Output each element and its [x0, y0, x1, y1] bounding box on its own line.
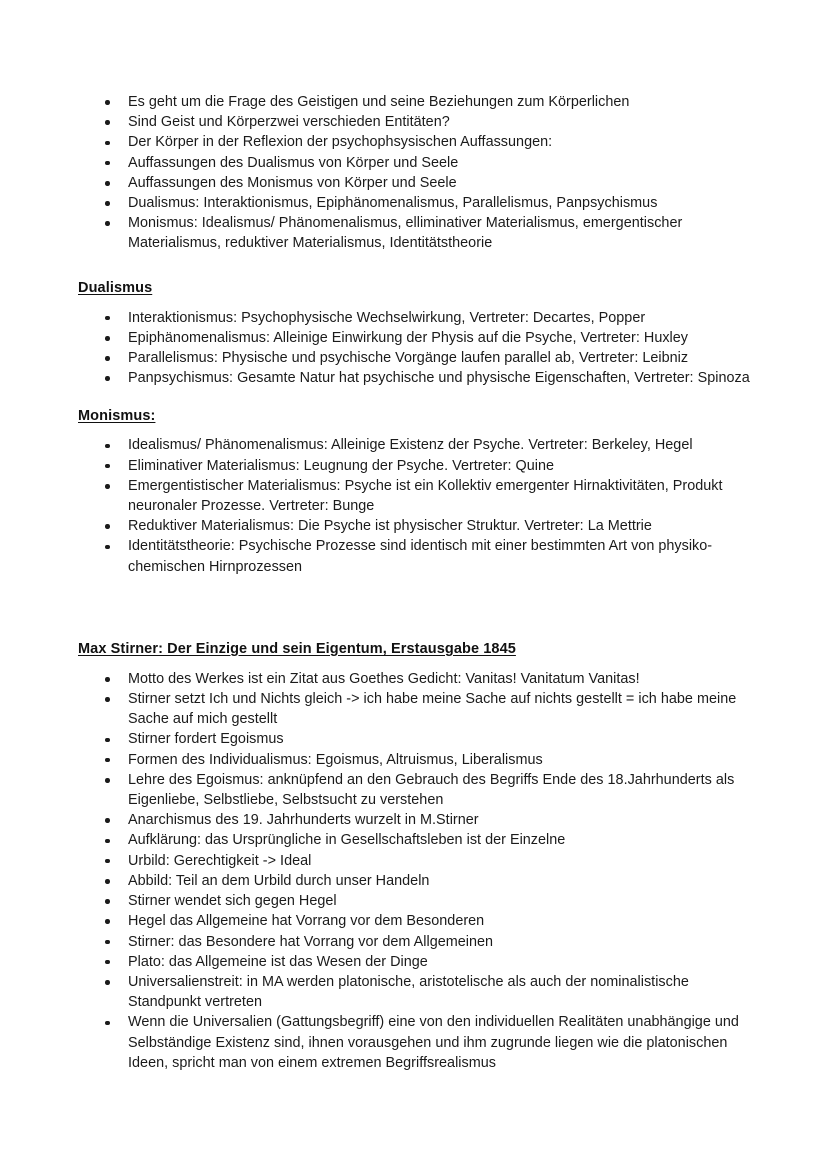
list-item [78, 213, 750, 253]
list-item [78, 173, 750, 193]
list-item [78, 153, 750, 173]
bullet-text: Universalienstreit: in MA werden platonische, aristotelische als auch der nominalistische Standpunkt vertreten [128, 973, 689, 1011]
list-item [78, 689, 750, 729]
list-item [78, 891, 750, 911]
dualismus-heading-block [78, 278, 750, 298]
bullet-text: Panpsychismus: Gesamte Natur hat psychische und physische Eigenschaften, Vertreter: Spinoza [128, 370, 750, 387]
section-heading-monismus: Monismus: [78, 408, 156, 425]
monismus-heading-block [78, 406, 750, 426]
list-item [78, 193, 750, 213]
dualismus-bullet-list [78, 308, 750, 389]
bullet-text: Auffassungen des Dualismus von Körper und Seele [128, 154, 459, 171]
list-item [78, 368, 750, 388]
bullet-text: Interaktionismus: Psychophysische Wechselwirkung, Vertreter: Decartes, Popper [128, 309, 646, 326]
bullet-text: Monismus: Idealismus/ Phänomenalismus, elliminativer Materialismus, emergentischer Materialismus, reduktiver Materialismus, Identitätstheorie [128, 215, 683, 252]
bullet-text: Plato: das Allgemeine ist das Wesen der Dinge [128, 953, 428, 970]
bullet-text: Sind Geist und Körperzwei verschieden Entitäten? [128, 114, 450, 131]
list-item [78, 871, 750, 891]
list-item [78, 830, 750, 850]
bullet-text: Abbild: Teil an dem Urbild durch unser Handeln [128, 872, 430, 889]
list-item [78, 348, 750, 368]
bullet-text: Parallelismus: Physische und psychische Vorgänge laufen parallel ab, Vertreter: Leibniz [128, 350, 689, 367]
list-item [78, 851, 750, 871]
bullet-text: Stirner: das Besondere hat Vorrang vor dem Allgemeinen [128, 933, 494, 950]
bullet-text: Stirner fordert Egoismus [128, 731, 284, 748]
bullet-text: Stirner setzt Ich und Nichts gleich -> ich habe meine Sache auf nichts gestellt = ich habe meine Sache auf mich gestellt [128, 691, 737, 728]
section-intro [78, 92, 750, 254]
bullet-text: Aufklärung: das Ursprüngliche in Gesellschaftsleben ist der Einzelne [128, 832, 566, 849]
list-item [78, 476, 750, 516]
bullet-text: Anarchismus des 19. Jahrhunderts wurzelt in M.Stirner [128, 812, 479, 829]
bullet-text: Reduktiver Materialismus: Die Psyche ist physischer Struktur. Vertreter: La Mettrie [128, 518, 652, 535]
bullet-text: Formen des Individualismus: Egoismus, Altruismus, Liberalismus [128, 751, 543, 768]
list-item [78, 770, 750, 810]
bullet-text: Der Körper in der Reflexion der psychophsysischen Auffassungen: [128, 134, 553, 151]
list-item [78, 810, 750, 830]
list-item [78, 435, 750, 455]
max-stirner-bullet-list [78, 669, 750, 1073]
bullet-text: Hegel das Allgemeine hat Vorrang vor dem Besonderen [128, 913, 485, 930]
bullet-text: Motto des Werkes ist ein Zitat aus Goethes Gedicht: Vanitas! Vanitatum Vanitas! [128, 670, 640, 687]
section-monismus [78, 406, 750, 576]
bullet-text: Dualismus: Interaktionismus, Epiphänomenalismus, Parallelismus, Panpsychismus [128, 195, 658, 212]
bullet-text: Stirner wendet sich gegen Hegel [128, 893, 337, 910]
list-item [78, 92, 750, 112]
list-item [78, 932, 750, 952]
max-stirner-heading-block [78, 639, 750, 659]
section-heading-dualismus: Dualismus [78, 279, 153, 296]
list-item [78, 972, 750, 1012]
bullet-text: Epiphänomenalismus: Alleinige Einwirkung der Physis auf die Psyche, Vertreter: Huxley [128, 329, 689, 346]
list-item [78, 132, 750, 152]
monismus-bullet-list [78, 435, 750, 576]
list-item [78, 328, 750, 348]
list-item [78, 456, 750, 476]
list-item [78, 1012, 750, 1073]
bullet-text: Emergentistischer Materialismus: Psyche ist ein Kollektiv emergenter Hirnaktivitäten, Produkt neuronaler Prozesse. Vertreter: Bunge [128, 477, 723, 515]
bullet-text: Wenn die Universalien (Gattungsbegriff) eine von den individuellen Realitäten unabhängige und Selbständige Existenz sind, ihnen vorausgehen und ihm zugrunde liegen wie die platonischen Ideen, spricht man von einem extremen Begriffsrealismus [128, 1014, 739, 1071]
bullet-text: Lehre des Egoismus: anknüpfend an den Gebrauch des Begriffs Ende des 18.Jahrhunderts als Eigenliebe, Selbstliebe, Selbstsucht zu verstehen [128, 771, 735, 809]
list-item [78, 952, 750, 972]
section-max-stirner [78, 639, 750, 1073]
list-item [78, 750, 750, 770]
bullet-text: Auffassungen des Monismus von Körper und Seele [128, 174, 457, 191]
list-item [78, 516, 750, 536]
bullet-text: Idealismus/ Phänomenalismus: Alleinige Existenz der Psyche. Vertreter: Berkeley, Hegel [128, 437, 693, 454]
list-item [78, 112, 750, 132]
bullet-text: Es geht um die Frage des Geistigen und seine Beziehungen zum Körperlichen [128, 94, 630, 110]
list-item [78, 911, 750, 931]
section-dualismus [78, 278, 750, 389]
list-item [78, 308, 750, 328]
bullet-text: Identitätstheorie: Psychische Prozesse sind identisch mit einer bestimmten Art von physiko-chemischen Hirnprozessen [128, 538, 713, 575]
intro-bullet-list [78, 92, 750, 254]
spacer [78, 254, 750, 278]
spacer-large [78, 577, 750, 639]
bullet-text: Urbild: Gerechtigkeit -> Ideal [128, 852, 312, 869]
list-item [78, 669, 750, 689]
list-item [78, 536, 750, 576]
list-item [78, 729, 750, 749]
spacer [78, 388, 750, 406]
section-heading-max-stirner: Max Stirner: Der Einzige und sein Eigentum, Erstausgabe 1845 [78, 640, 516, 657]
bullet-text: Eliminativer Materialismus: Leugnung der Psyche. Vertreter: Quine [128, 457, 555, 474]
